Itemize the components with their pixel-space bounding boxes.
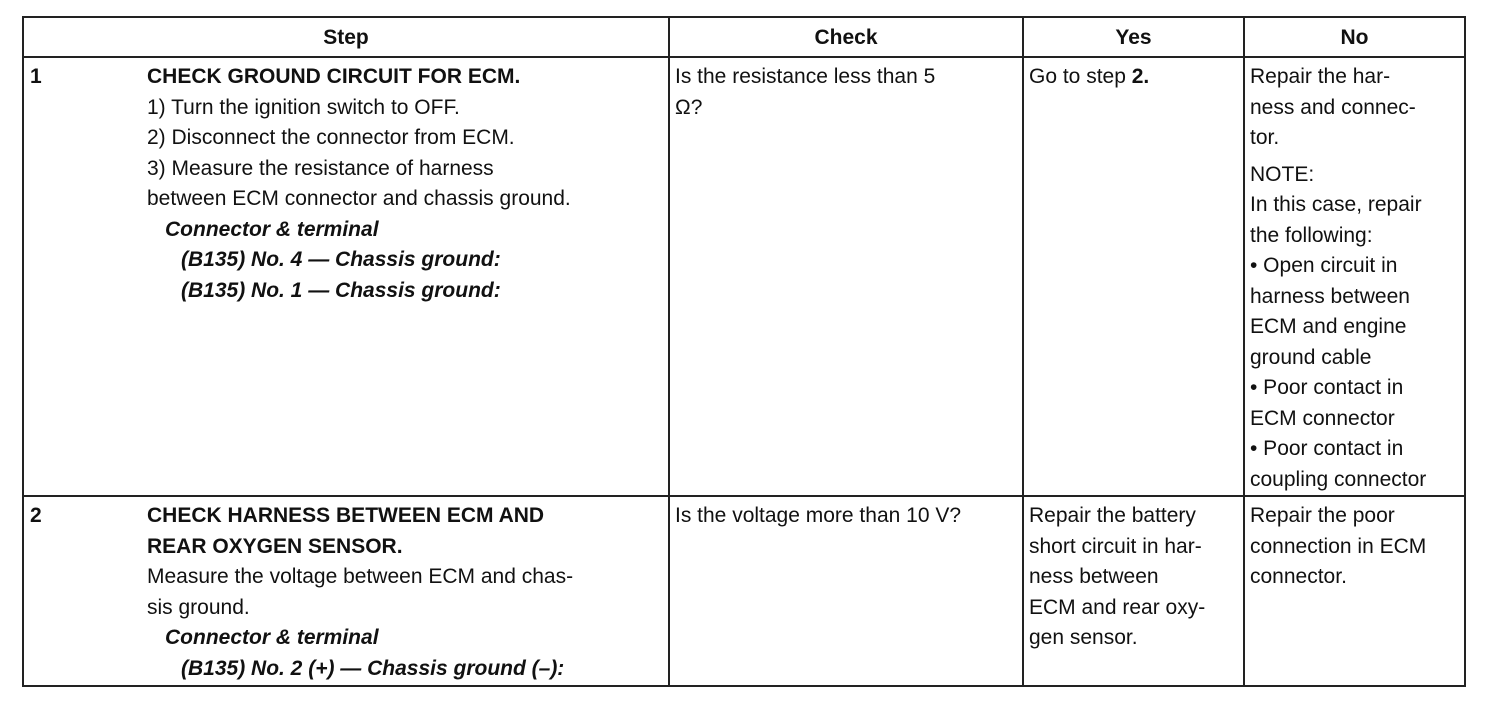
terminal-line: (B135) No. 2 (+) — Chassis ground (–):: [181, 656, 565, 680]
header-check: Check: [669, 17, 1023, 57]
connector-label: Connector & terminal: [165, 626, 379, 649]
no-line: ness and connec-: [1250, 95, 1416, 119]
yes-line: [1029, 62, 1238, 93]
table-row: [23, 57, 1465, 496]
no-cell: [1244, 57, 1465, 496]
step-number: 2: [30, 504, 42, 527]
check-line: Ω?: [675, 95, 703, 119]
step-title: CHECK HARNESS BETWEEN ECM AND: [147, 504, 545, 527]
no-cell: [1244, 496, 1465, 686]
yes-line: short circuit in har-: [1029, 534, 1202, 558]
yes-line: ness between: [1029, 565, 1159, 588]
check-line: Is the voltage more than 10 V?: [675, 504, 962, 527]
note-line: In this case, repair: [1250, 193, 1422, 216]
check-cell: [669, 496, 1023, 686]
diagnostic-table: [22, 16, 1466, 687]
step-line: 1) Turn the ignition switch to OFF.: [147, 95, 460, 119]
bullet-line: • Poor contact in: [1250, 437, 1404, 460]
terminal-line: (B135) No. 1 — Chassis ground:: [181, 278, 501, 302]
yes-line: ECM and rear oxy-: [1029, 595, 1206, 619]
bullet-line: ECM connector: [1250, 406, 1395, 430]
step-line: 3) Measure the resistance of harness: [147, 156, 494, 180]
step-cell: [23, 496, 669, 686]
bullet-line: ECM and engine: [1250, 315, 1407, 338]
no-line: connection in ECM: [1250, 534, 1427, 558]
no-line: connector.: [1250, 565, 1347, 588]
yes-cell: [1023, 496, 1244, 686]
yes-cell: [1023, 57, 1244, 496]
note-label: NOTE:: [1250, 162, 1315, 186]
yes-text: Go to step: [1029, 65, 1132, 88]
step-line: sis ground.: [147, 595, 250, 619]
step-line: 2) Disconnect the connector from ECM.: [147, 126, 515, 149]
step-title: CHECK GROUND CIRCUIT FOR ECM.: [147, 65, 521, 88]
step-line: between ECM connector and chassis ground.: [147, 187, 571, 210]
no-line: tor.: [1250, 126, 1280, 149]
note-line: the following:: [1250, 223, 1373, 247]
bullet-line: ground cable: [1250, 345, 1372, 369]
bullet-line: • Open circuit in: [1250, 254, 1398, 277]
header-step: Step: [23, 17, 669, 57]
no-line: Repair the har-: [1250, 65, 1391, 88]
no-line: Repair the poor: [1250, 504, 1395, 527]
step-cell: [23, 57, 669, 496]
bullet-line: harness between: [1250, 284, 1410, 308]
header-yes: Yes: [1023, 17, 1244, 57]
step-body: [147, 62, 663, 306]
yes-line: gen sensor.: [1029, 626, 1138, 649]
table-row: [23, 496, 1465, 686]
header-row: [23, 17, 1465, 57]
terminal-line: (B135) No. 4 — Chassis ground:: [181, 248, 501, 271]
step-body: [147, 501, 663, 684]
step-title: REAR OXYGEN SENSOR.: [147, 534, 403, 558]
bullet-line: coupling connector: [1250, 467, 1427, 491]
yes-line: Repair the battery: [1029, 504, 1196, 527]
connector-label: Connector & terminal: [165, 217, 379, 241]
check-cell: [669, 57, 1023, 496]
header-no: No: [1244, 17, 1465, 57]
yes-step-ref: 2.: [1131, 65, 1150, 88]
bullet-line: • Poor contact in: [1250, 376, 1404, 399]
step-number: 1: [30, 65, 42, 88]
check-line: Is the resistance less than 5: [675, 65, 936, 88]
step-line: Measure the voltage between ECM and chas-: [147, 565, 574, 588]
